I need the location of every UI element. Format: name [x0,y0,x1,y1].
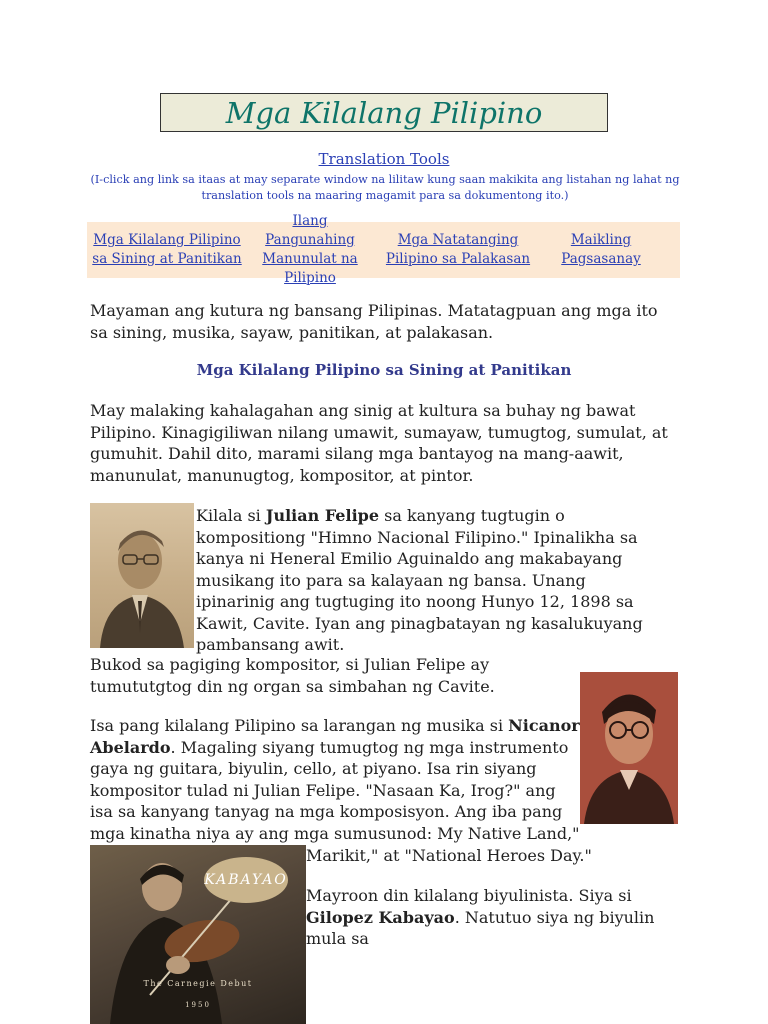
kabayao-album-cover [90,845,306,1024]
topic-nav [87,213,680,286]
organ-paragraph: Bukod sa pagiging kompositor, si Julian Felipe ay tumututgtog din ng organ sa simbahan ng Cavite. [90,655,495,696]
nicanor-abelardo-photo [580,672,678,824]
nav-link-sining-panitikan[interactable]: Mga Kilalang Pilipino sa Sining at Panitikan [92,232,242,267]
kabayao-text-post: . Natutuo siya ng biyulin mula sa [306,907,655,948]
felipe-text-post: sa kanyang tugtugin o kompositiong "Himno Nacional Filipino." Ipinalikha sa kanya ni Heneral Emilio Aguinaldo ang makabayang musikang ito para sa kalayaan ng bansa. Unang ipinarinig ang tugtuging ito noong Hunyo 12, 1898 sa Kawit, Cavite. Iyan ang pinagbatayan ng kasalukuyang pambansang awit. [196,506,643,654]
page-title: Mga Kilalang Pilipino [225,95,543,130]
abelardo-text-post: . Magaling siyang tumugtog ng mga instrumento gaya ng guitara, biyulin, cello, at piyano. Isa rin siyang kompositor tulad ni Julian Felipe. "Nasaan Ka, Irog?" ang isa sa kanyang tanyag na mga komposisyon. Ang iba pang mga kinatha niya ay ang mga sumusunod: My Native Land," [90,737,580,843]
felipe-paragraph [196,505,666,656]
abelardo-paragraph-tail: Marikit," at "National Heroes Day." [306,846,592,865]
translation-tools [0,150,768,168]
intro-paragraph: Mayaman ang kutura ng bansang Pilipinas. Matatagpuan ang mga ito sa sining, musika, sayaw, panitikan, at palakasan. [90,301,658,342]
kabayao-paragraph [306,885,686,950]
felipe-text-pre: Kilala si [196,506,266,525]
julian-felipe-photo [90,503,194,648]
page-title-box [160,93,608,132]
abelardo-paragraph [90,715,580,866]
nav-link-pagsasanay[interactable]: Maikling Pagsasanay [561,232,641,267]
kultura-paragraph: May malaking kahalagahan ang sinig at kultura sa buhay ng bawat Pilipino. Kinagigiliwan nilang umawit, sumayaw, tumugtog, sumulat, at gumuhit. Dahil dito, marami silang mga bantayog na mang-aawit, manunulat, manunugtog, kompositor, at pintor. [90,401,668,485]
portrait-drawing-felipe [90,503,194,648]
kabayao-logo: KABAYAO [204,857,288,903]
translation-tools-link[interactable]: Translation Tools [318,150,450,168]
abelardo-text-pre: Isa pang kilalang Pilipino sa larangan ng musika si [90,716,509,735]
portrait-drawing-abelardo [580,672,678,824]
section-heading: Mga Kilalang Pilipino sa Sining at Panitikan [196,361,572,379]
kabayao-text-pre: Mayroon din kilalang biyulinista. Siya si [306,886,632,905]
abelardo-name: Nicanor Abelardo [90,716,580,757]
kabayao-name: Gilopez Kabayao [306,907,455,927]
nav-link-manunulat[interactable]: Ilang Pangunahing Manunulat na Pilipino [262,213,358,286]
nav-link-palakasan[interactable]: Mga Natatanging Pilipino sa Palakasan [385,232,531,267]
felipe-name: Julian Felipe [265,506,380,525]
album-year: 1950 [185,1001,211,1009]
album-subtitle: The Carnegie Debut [143,979,253,988]
translation-note: (I-click ang link sa itaas at may separate window na lilitaw kung saan makikita ang listahan ng lahat ng translation tools na maaring magamit para sa dokumentong ito.) [90,173,680,202]
